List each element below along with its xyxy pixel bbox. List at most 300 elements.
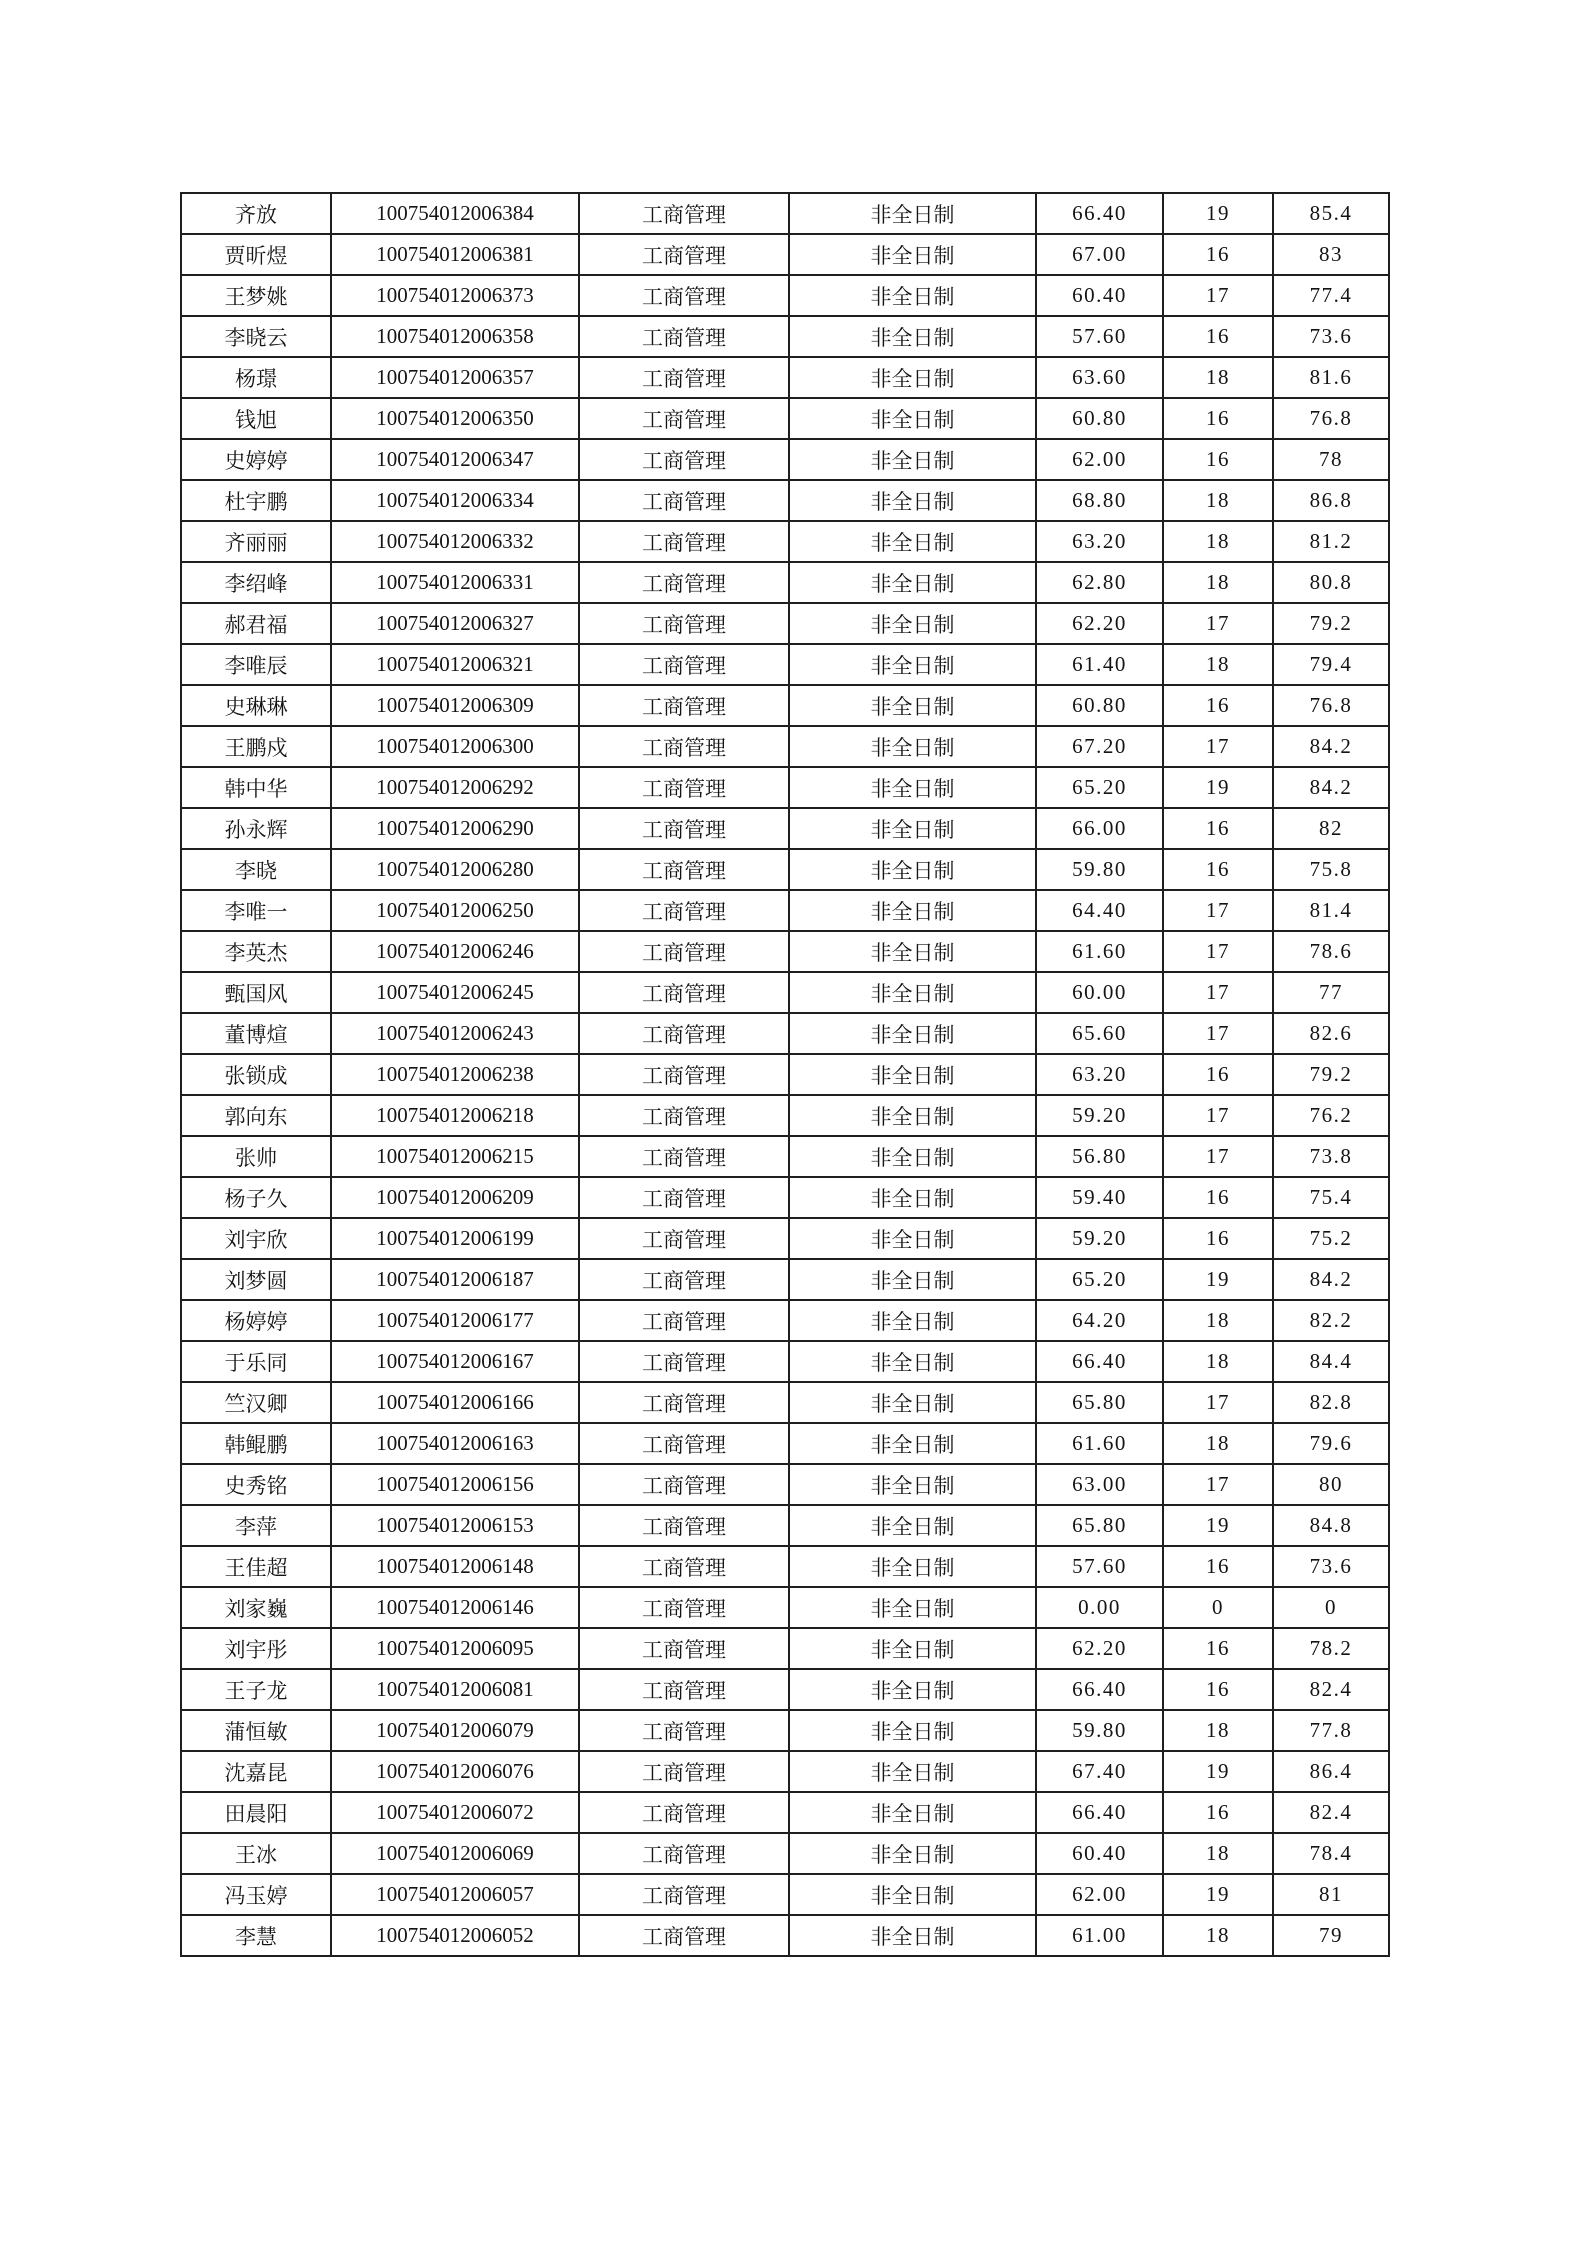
cell-exam-number: 100754012006177 (331, 1300, 579, 1341)
cell-exam-number: 100754012006290 (331, 808, 579, 849)
cell-major: 工商管理 (579, 1505, 789, 1546)
cell-score-2: 18 (1163, 1915, 1273, 1956)
cell-name: 李慧 (181, 1915, 331, 1956)
cell-name: 甄国风 (181, 972, 331, 1013)
cell-score-1: 63.60 (1036, 357, 1163, 398)
cell-score-2: 19 (1163, 1259, 1273, 1300)
cell-score-2: 18 (1163, 562, 1273, 603)
cell-exam-number: 100754012006321 (331, 644, 579, 685)
table-row (181, 1382, 1389, 1423)
cell-score-1: 65.60 (1036, 1013, 1163, 1054)
cell-exam-number: 100754012006350 (331, 398, 579, 439)
cell-score-3: 79.2 (1273, 603, 1389, 644)
cell-exam-number: 100754012006334 (331, 480, 579, 521)
table-row (181, 439, 1389, 480)
cell-name: 刘宇彤 (181, 1628, 331, 1669)
cell-score-1: 61.60 (1036, 931, 1163, 972)
cell-exam-number: 100754012006076 (331, 1751, 579, 1792)
table-row (181, 1915, 1389, 1956)
cell-study-type: 非全日制 (789, 767, 1036, 808)
cell-score-2: 16 (1163, 1792, 1273, 1833)
cell-study-type: 非全日制 (789, 1177, 1036, 1218)
table-row (181, 1464, 1389, 1505)
cell-exam-number: 100754012006052 (331, 1915, 579, 1956)
cell-study-type: 非全日制 (789, 357, 1036, 398)
cell-major: 工商管理 (579, 1095, 789, 1136)
cell-score-3: 75.8 (1273, 849, 1389, 890)
table-row (181, 193, 1389, 234)
table-row (181, 1136, 1389, 1177)
cell-major: 工商管理 (579, 767, 789, 808)
cell-score-3: 84.2 (1273, 767, 1389, 808)
cell-score-2: 0 (1163, 1587, 1273, 1628)
cell-score-2: 17 (1163, 890, 1273, 931)
cell-score-2: 17 (1163, 275, 1273, 316)
cell-score-3: 82.4 (1273, 1792, 1389, 1833)
cell-score-3: 78.2 (1273, 1628, 1389, 1669)
results-table (180, 192, 1390, 1957)
table-row (181, 726, 1389, 767)
cell-score-3: 79.4 (1273, 644, 1389, 685)
cell-name: 李英杰 (181, 931, 331, 972)
table-row (181, 685, 1389, 726)
cell-major: 工商管理 (579, 849, 789, 890)
cell-score-2: 19 (1163, 767, 1273, 808)
cell-score-1: 60.40 (1036, 275, 1163, 316)
cell-score-1: 61.00 (1036, 1915, 1163, 1956)
cell-major: 工商管理 (579, 685, 789, 726)
cell-score-1: 66.40 (1036, 1341, 1163, 1382)
cell-score-2: 17 (1163, 1013, 1273, 1054)
cell-score-1: 59.80 (1036, 1710, 1163, 1751)
cell-major: 工商管理 (579, 890, 789, 931)
cell-study-type: 非全日制 (789, 1546, 1036, 1587)
cell-major: 工商管理 (579, 439, 789, 480)
cell-major: 工商管理 (579, 603, 789, 644)
cell-score-2: 16 (1163, 1177, 1273, 1218)
cell-exam-number: 100754012006081 (331, 1669, 579, 1710)
cell-name: 王佳超 (181, 1546, 331, 1587)
cell-score-2: 16 (1163, 849, 1273, 890)
cell-major: 工商管理 (579, 275, 789, 316)
cell-major: 工商管理 (579, 1136, 789, 1177)
cell-exam-number: 100754012006331 (331, 562, 579, 603)
table-row (181, 1751, 1389, 1792)
cell-score-1: 61.60 (1036, 1423, 1163, 1464)
cell-score-2: 16 (1163, 685, 1273, 726)
table-row (181, 398, 1389, 439)
cell-score-3: 82.4 (1273, 1669, 1389, 1710)
table-row (181, 521, 1389, 562)
cell-name: 刘梦圆 (181, 1259, 331, 1300)
cell-score-2: 16 (1163, 1546, 1273, 1587)
table-row (181, 562, 1389, 603)
cell-score-3: 76.8 (1273, 398, 1389, 439)
table-row (181, 1218, 1389, 1259)
cell-score-3: 73.6 (1273, 1546, 1389, 1587)
cell-major: 工商管理 (579, 1915, 789, 1956)
cell-score-3: 76.8 (1273, 685, 1389, 726)
cell-major: 工商管理 (579, 1341, 789, 1382)
cell-score-2: 18 (1163, 1833, 1273, 1874)
cell-score-2: 18 (1163, 1710, 1273, 1751)
cell-major: 工商管理 (579, 234, 789, 275)
cell-study-type: 非全日制 (789, 1382, 1036, 1423)
cell-score-3: 81 (1273, 1874, 1389, 1915)
cell-score-1: 67.00 (1036, 234, 1163, 275)
cell-score-3: 79 (1273, 1915, 1389, 1956)
cell-score-1: 0.00 (1036, 1587, 1163, 1628)
cell-name: 王梦姚 (181, 275, 331, 316)
cell-study-type: 非全日制 (789, 808, 1036, 849)
cell-score-3: 86.8 (1273, 480, 1389, 521)
cell-major: 工商管理 (579, 1382, 789, 1423)
cell-score-2: 19 (1163, 193, 1273, 234)
cell-major: 工商管理 (579, 1054, 789, 1095)
cell-major: 工商管理 (579, 1669, 789, 1710)
table-row (181, 1423, 1389, 1464)
cell-major: 工商管理 (579, 1587, 789, 1628)
cell-name: 李晓 (181, 849, 331, 890)
table-row (181, 316, 1389, 357)
cell-exam-number: 100754012006163 (331, 1423, 579, 1464)
cell-exam-number: 100754012006373 (331, 275, 579, 316)
cell-exam-number: 100754012006347 (331, 439, 579, 480)
cell-study-type: 非全日制 (789, 1218, 1036, 1259)
cell-name: 李绍峰 (181, 562, 331, 603)
table-row (181, 275, 1389, 316)
cell-score-1: 60.00 (1036, 972, 1163, 1013)
cell-exam-number: 100754012006153 (331, 1505, 579, 1546)
cell-score-1: 62.00 (1036, 439, 1163, 480)
cell-score-3: 80.8 (1273, 562, 1389, 603)
cell-score-3: 85.4 (1273, 193, 1389, 234)
cell-exam-number: 100754012006292 (331, 767, 579, 808)
cell-study-type: 非全日制 (789, 439, 1036, 480)
cell-score-1: 65.20 (1036, 1259, 1163, 1300)
cell-major: 工商管理 (579, 1300, 789, 1341)
cell-major: 工商管理 (579, 1464, 789, 1505)
cell-score-3: 75.2 (1273, 1218, 1389, 1259)
cell-score-1: 64.20 (1036, 1300, 1163, 1341)
table-row (181, 1013, 1389, 1054)
cell-score-2: 18 (1163, 521, 1273, 562)
cell-major: 工商管理 (579, 1792, 789, 1833)
cell-name: 杨璟 (181, 357, 331, 398)
cell-major: 工商管理 (579, 398, 789, 439)
cell-study-type: 非全日制 (789, 1833, 1036, 1874)
cell-exam-number: 100754012006381 (331, 234, 579, 275)
cell-score-2: 17 (1163, 1136, 1273, 1177)
cell-name: 史秀铭 (181, 1464, 331, 1505)
table-row (181, 1054, 1389, 1095)
cell-study-type: 非全日制 (789, 1341, 1036, 1382)
cell-name: 田晨阳 (181, 1792, 331, 1833)
cell-name: 韩鲲鹏 (181, 1423, 331, 1464)
cell-name: 蒲恒敏 (181, 1710, 331, 1751)
cell-study-type: 非全日制 (789, 1587, 1036, 1628)
cell-score-1: 66.40 (1036, 1669, 1163, 1710)
cell-score-1: 68.80 (1036, 480, 1163, 521)
cell-score-3: 84.2 (1273, 1259, 1389, 1300)
cell-exam-number: 100754012006357 (331, 357, 579, 398)
cell-score-2: 18 (1163, 644, 1273, 685)
cell-name: 竺汉卿 (181, 1382, 331, 1423)
table-row (181, 1546, 1389, 1587)
cell-score-2: 17 (1163, 931, 1273, 972)
cell-study-type: 非全日制 (789, 849, 1036, 890)
cell-score-2: 18 (1163, 1300, 1273, 1341)
cell-name: 沈嘉昆 (181, 1751, 331, 1792)
table-row (181, 1095, 1389, 1136)
cell-name: 杜宇鹏 (181, 480, 331, 521)
cell-exam-number: 100754012006095 (331, 1628, 579, 1669)
cell-score-3: 79.2 (1273, 1054, 1389, 1095)
cell-score-3: 77 (1273, 972, 1389, 1013)
cell-score-2: 17 (1163, 1095, 1273, 1136)
cell-exam-number: 100754012006057 (331, 1874, 579, 1915)
cell-study-type: 非全日制 (789, 275, 1036, 316)
cell-exam-number: 100754012006146 (331, 1587, 579, 1628)
cell-study-type: 非全日制 (789, 1054, 1036, 1095)
cell-exam-number: 100754012006166 (331, 1382, 579, 1423)
cell-score-3: 75.4 (1273, 1177, 1389, 1218)
cell-score-3: 81.6 (1273, 357, 1389, 398)
cell-major: 工商管理 (579, 562, 789, 603)
cell-major: 工商管理 (579, 972, 789, 1013)
cell-study-type: 非全日制 (789, 234, 1036, 275)
cell-exam-number: 100754012006079 (331, 1710, 579, 1751)
cell-major: 工商管理 (579, 1751, 789, 1792)
cell-score-2: 16 (1163, 1218, 1273, 1259)
cell-major: 工商管理 (579, 808, 789, 849)
cell-score-3: 82.2 (1273, 1300, 1389, 1341)
cell-name: 齐放 (181, 193, 331, 234)
cell-study-type: 非全日制 (789, 1874, 1036, 1915)
cell-score-3: 73.8 (1273, 1136, 1389, 1177)
cell-study-type: 非全日制 (789, 644, 1036, 685)
cell-major: 工商管理 (579, 1628, 789, 1669)
table-row (181, 849, 1389, 890)
cell-score-1: 59.20 (1036, 1095, 1163, 1136)
cell-score-2: 17 (1163, 726, 1273, 767)
cell-exam-number: 100754012006215 (331, 1136, 579, 1177)
cell-exam-number: 100754012006358 (331, 316, 579, 357)
table-row (181, 603, 1389, 644)
cell-study-type: 非全日制 (789, 193, 1036, 234)
cell-score-1: 62.00 (1036, 1874, 1163, 1915)
cell-score-3: 73.6 (1273, 316, 1389, 357)
cell-name: 王子龙 (181, 1669, 331, 1710)
cell-study-type: 非全日制 (789, 972, 1036, 1013)
table-row (181, 1628, 1389, 1669)
cell-major: 工商管理 (579, 480, 789, 521)
cell-exam-number: 100754012006209 (331, 1177, 579, 1218)
cell-name: 李唯一 (181, 890, 331, 931)
cell-score-3: 80 (1273, 1464, 1389, 1505)
cell-exam-number: 100754012006072 (331, 1792, 579, 1833)
cell-score-1: 59.80 (1036, 849, 1163, 890)
table-row (181, 1259, 1389, 1300)
table-row (181, 1874, 1389, 1915)
cell-exam-number: 100754012006300 (331, 726, 579, 767)
cell-name: 王冰 (181, 1833, 331, 1874)
table-row (181, 931, 1389, 972)
cell-score-2: 18 (1163, 480, 1273, 521)
table-row (181, 1710, 1389, 1751)
cell-name: 钱旭 (181, 398, 331, 439)
cell-score-1: 59.40 (1036, 1177, 1163, 1218)
cell-name: 孙永辉 (181, 808, 331, 849)
cell-study-type: 非全日制 (789, 1095, 1036, 1136)
cell-score-1: 57.60 (1036, 316, 1163, 357)
cell-name: 史琳琳 (181, 685, 331, 726)
cell-study-type: 非全日制 (789, 1464, 1036, 1505)
cell-score-2: 19 (1163, 1874, 1273, 1915)
cell-score-2: 16 (1163, 439, 1273, 480)
cell-major: 工商管理 (579, 316, 789, 357)
cell-name: 韩中华 (181, 767, 331, 808)
cell-score-2: 16 (1163, 1669, 1273, 1710)
cell-score-3: 82.8 (1273, 1382, 1389, 1423)
cell-exam-number: 100754012006327 (331, 603, 579, 644)
cell-score-1: 65.80 (1036, 1505, 1163, 1546)
cell-study-type: 非全日制 (789, 1669, 1036, 1710)
cell-score-3: 84.2 (1273, 726, 1389, 767)
cell-score-1: 56.80 (1036, 1136, 1163, 1177)
cell-exam-number: 100754012006250 (331, 890, 579, 931)
cell-name: 郝君福 (181, 603, 331, 644)
table-row (181, 1669, 1389, 1710)
table-row (181, 1833, 1389, 1874)
cell-score-1: 67.20 (1036, 726, 1163, 767)
cell-exam-number: 100754012006218 (331, 1095, 579, 1136)
table-row (181, 234, 1389, 275)
cell-name: 张帅 (181, 1136, 331, 1177)
cell-score-3: 78.6 (1273, 931, 1389, 972)
cell-study-type: 非全日制 (789, 603, 1036, 644)
cell-exam-number: 100754012006280 (331, 849, 579, 890)
cell-study-type: 非全日制 (789, 1136, 1036, 1177)
cell-score-3: 86.4 (1273, 1751, 1389, 1792)
cell-exam-number: 100754012006246 (331, 931, 579, 972)
cell-score-3: 76.2 (1273, 1095, 1389, 1136)
cell-score-3: 82 (1273, 808, 1389, 849)
cell-score-2: 17 (1163, 972, 1273, 1013)
cell-name: 冯玉婷 (181, 1874, 331, 1915)
cell-score-1: 63.20 (1036, 521, 1163, 562)
cell-score-1: 57.60 (1036, 1546, 1163, 1587)
cell-study-type: 非全日制 (789, 1751, 1036, 1792)
cell-name: 杨子久 (181, 1177, 331, 1218)
cell-name: 李萍 (181, 1505, 331, 1546)
cell-score-1: 61.40 (1036, 644, 1163, 685)
cell-score-2: 18 (1163, 1341, 1273, 1382)
cell-score-2: 18 (1163, 357, 1273, 398)
cell-score-1: 62.80 (1036, 562, 1163, 603)
cell-major: 工商管理 (579, 1710, 789, 1751)
cell-study-type: 非全日制 (789, 931, 1036, 972)
cell-score-3: 82.6 (1273, 1013, 1389, 1054)
cell-major: 工商管理 (579, 1874, 789, 1915)
cell-score-1: 59.20 (1036, 1218, 1163, 1259)
cell-score-1: 64.40 (1036, 890, 1163, 931)
cell-exam-number: 100754012006199 (331, 1218, 579, 1259)
cell-exam-number: 100754012006148 (331, 1546, 579, 1587)
cell-score-1: 65.20 (1036, 767, 1163, 808)
cell-major: 工商管理 (579, 1259, 789, 1300)
cell-score-2: 18 (1163, 1423, 1273, 1464)
cell-score-2: 17 (1163, 1464, 1273, 1505)
cell-name: 刘宇欣 (181, 1218, 331, 1259)
table-row (181, 480, 1389, 521)
cell-major: 工商管理 (579, 193, 789, 234)
table-row (181, 357, 1389, 398)
cell-score-3: 78 (1273, 439, 1389, 480)
cell-name: 李晓云 (181, 316, 331, 357)
cell-study-type: 非全日制 (789, 521, 1036, 562)
cell-score-3: 77.8 (1273, 1710, 1389, 1751)
cell-score-2: 16 (1163, 316, 1273, 357)
table-row (181, 1587, 1389, 1628)
cell-study-type: 非全日制 (789, 480, 1036, 521)
cell-major: 工商管理 (579, 1546, 789, 1587)
cell-score-3: 79.6 (1273, 1423, 1389, 1464)
cell-exam-number: 100754012006245 (331, 972, 579, 1013)
cell-name: 董博煊 (181, 1013, 331, 1054)
table-row (181, 767, 1389, 808)
cell-name: 刘家巍 (181, 1587, 331, 1628)
cell-study-type: 非全日制 (789, 316, 1036, 357)
cell-study-type: 非全日制 (789, 562, 1036, 603)
cell-score-1: 67.40 (1036, 1751, 1163, 1792)
cell-exam-number: 100754012006069 (331, 1833, 579, 1874)
table-row (181, 1341, 1389, 1382)
cell-study-type: 非全日制 (789, 1013, 1036, 1054)
cell-score-1: 66.40 (1036, 193, 1163, 234)
cell-score-2: 19 (1163, 1751, 1273, 1792)
cell-exam-number: 100754012006238 (331, 1054, 579, 1095)
cell-score-2: 17 (1163, 603, 1273, 644)
cell-score-1: 66.40 (1036, 1792, 1163, 1833)
cell-study-type: 非全日制 (789, 1628, 1036, 1669)
cell-study-type: 非全日制 (789, 1259, 1036, 1300)
cell-study-type: 非全日制 (789, 1710, 1036, 1751)
cell-score-3: 84.4 (1273, 1341, 1389, 1382)
cell-exam-number: 100754012006332 (331, 521, 579, 562)
cell-score-1: 66.00 (1036, 808, 1163, 849)
cell-exam-number: 100754012006187 (331, 1259, 579, 1300)
cell-score-2: 16 (1163, 234, 1273, 275)
cell-name: 于乐同 (181, 1341, 331, 1382)
cell-score-3: 78.4 (1273, 1833, 1389, 1874)
cell-study-type: 非全日制 (789, 1505, 1036, 1546)
cell-score-2: 16 (1163, 398, 1273, 439)
cell-study-type: 非全日制 (789, 726, 1036, 767)
cell-name: 齐丽丽 (181, 521, 331, 562)
cell-study-type: 非全日制 (789, 685, 1036, 726)
table-row (181, 808, 1389, 849)
cell-score-3: 83 (1273, 234, 1389, 275)
cell-exam-number: 100754012006156 (331, 1464, 579, 1505)
table-row (181, 1505, 1389, 1546)
cell-score-2: 16 (1163, 808, 1273, 849)
table-row (181, 644, 1389, 685)
cell-major: 工商管理 (579, 1833, 789, 1874)
cell-major: 工商管理 (579, 644, 789, 685)
cell-name: 史婷婷 (181, 439, 331, 480)
cell-study-type: 非全日制 (789, 1423, 1036, 1464)
